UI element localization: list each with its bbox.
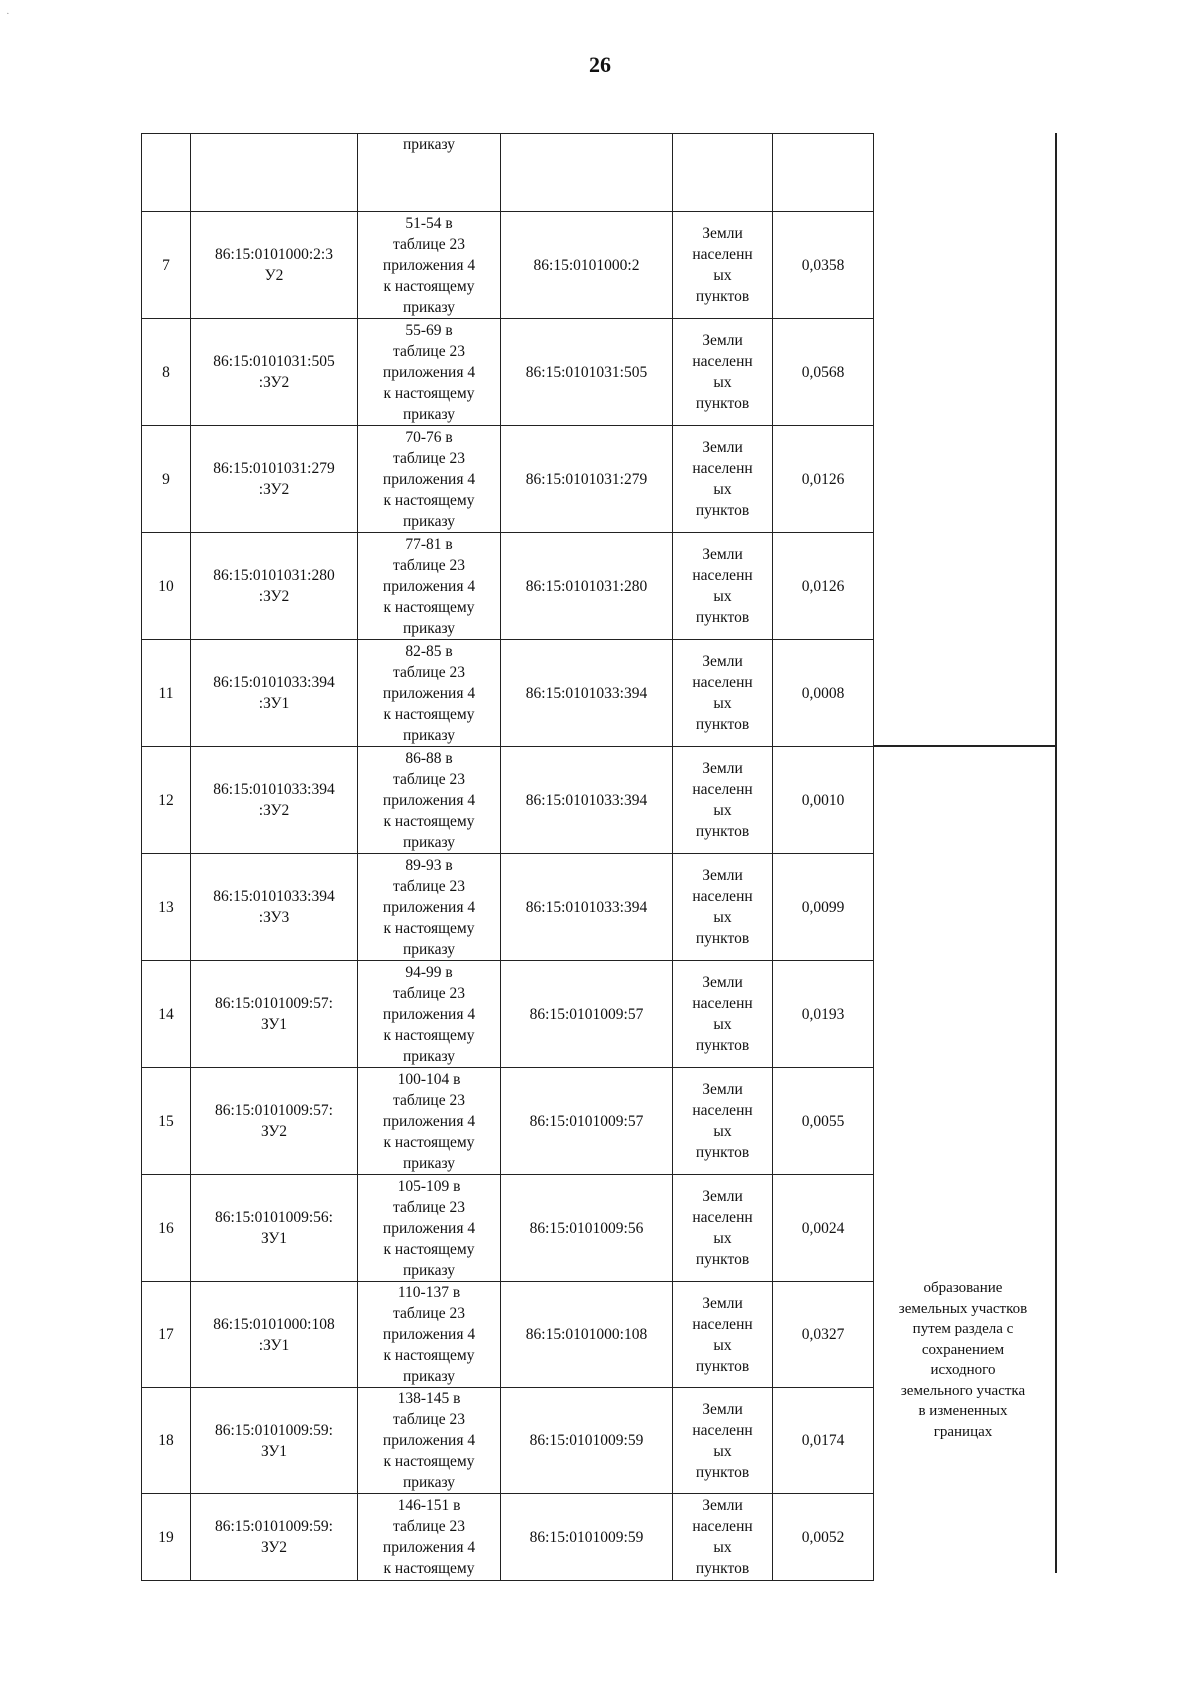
category-cell-line: населенн — [692, 888, 753, 905]
reference-cell-line: приложения 4 — [382, 1219, 476, 1237]
cadastral-new-cell-line: :ЗУ2 — [258, 588, 290, 605]
category-cell-line: ых — [713, 267, 732, 284]
row-number: 17 — [142, 1282, 191, 1388]
reference-cell-line: 138-145 в — [397, 1390, 461, 1407]
reference-cell-line: таблице 23 — [393, 1198, 465, 1216]
reference-cell-line: 86-88 в — [405, 749, 453, 767]
reference-cell-line: приказу — [402, 726, 456, 744]
cadastral-new-cell — [191, 747, 358, 854]
category-cell-line: ых — [713, 481, 732, 498]
category-cell-line: пунктов — [695, 609, 750, 626]
category-cell — [673, 1282, 773, 1388]
reference-cell-line: приложения 4 — [382, 577, 476, 595]
reference-cell-line: таблице 23 — [393, 556, 465, 574]
side-note-line: сохранением — [921, 1341, 1005, 1358]
reference-cell-line: к настоящему — [383, 919, 475, 937]
side-note-line: в измененных — [918, 1403, 1008, 1419]
cadastral-source-cell: 86:15:0101033:394 — [501, 747, 673, 854]
cadastral-new-cell-line: 86:15:0101009:59: — [215, 1421, 333, 1439]
area-cell: 0,0568 — [773, 319, 874, 426]
reference-cell-line: приказу — [402, 619, 456, 637]
cadastral-source-cell: 86:15:0101009:59 — [501, 1388, 673, 1494]
reference-cell — [358, 1282, 501, 1388]
table-row — [142, 1282, 874, 1388]
cadastral-source-cell: 86:15:0101009:57 — [501, 1068, 673, 1175]
row-divider-line — [873, 745, 1056, 747]
table-row — [142, 212, 874, 319]
category-cell-line: населенн — [692, 995, 753, 1012]
category-cell-line: пунктов — [695, 1037, 750, 1054]
reference-cell-line: приложения 4 — [382, 363, 476, 381]
reference-cell — [358, 533, 501, 640]
category-cell — [673, 426, 773, 533]
cadastral-source-cell: 86:15:0101000:108 — [501, 1282, 673, 1388]
reference-cell-line: к настоящему — [383, 1026, 475, 1044]
row-number: 12 — [142, 747, 191, 854]
reference-cell-line: приказу — [402, 1368, 456, 1385]
category-cell-line: ых — [713, 1123, 732, 1140]
reference-cell-line: приложения 4 — [382, 1539, 476, 1556]
category-cell-line: Земли — [702, 974, 743, 991]
cadastral-new-cell — [191, 1494, 358, 1581]
category-cell-line: ых — [713, 1016, 732, 1033]
cadastral-source-cell: 86:15:0101009:59 — [501, 1494, 673, 1581]
row-number: 16 — [142, 1175, 191, 1282]
side-note-line: земельного участка — [900, 1382, 1026, 1399]
cadastral-new-cell-line: 86:15:0101000:108 — [213, 1315, 335, 1333]
table-row — [142, 961, 874, 1068]
reference-cell-line: таблице 23 — [393, 342, 465, 360]
table-row — [142, 747, 874, 854]
cadastral-new-cell-line: 86:15:0101031:279 — [213, 460, 335, 477]
reference-cell-line: таблице 23 — [393, 1518, 465, 1535]
cadastral-new-cell — [191, 1068, 358, 1175]
reference-cell-line: приложения 4 — [382, 898, 476, 916]
category-cell-line: населенн — [692, 353, 753, 370]
cadastral-new-cell-line: 86:15:0101009:57: — [215, 1102, 333, 1119]
category-cell-line: ых — [713, 802, 732, 819]
category-cell-line: Земли — [702, 439, 743, 456]
area-cell: 0,0055 — [773, 1068, 874, 1175]
category-cell-line: населенн — [692, 781, 753, 798]
reference-cell-line: приказу — [402, 1047, 456, 1065]
reference-cell-line: таблице 23 — [393, 663, 465, 681]
row-number: 13 — [142, 854, 191, 961]
row-number: 9 — [142, 426, 191, 533]
reference-cell-line: таблице 23 — [393, 984, 465, 1002]
row-number: 18 — [142, 1388, 191, 1494]
area-cell: 0,0193 — [773, 961, 874, 1068]
cadastral-new-cell-line: :ЗУ2 — [258, 802, 290, 819]
reference-cell-line: к настоящему — [383, 705, 475, 723]
table-row — [142, 854, 874, 961]
category-cell-line: ых — [713, 1336, 732, 1354]
reference-cell-line: 110-137 в — [397, 1284, 461, 1301]
area-cell: 0,0010 — [773, 747, 874, 854]
category-cell-line: Земли — [702, 1497, 743, 1514]
side-note — [878, 1278, 1048, 1442]
category-cell-line: Земли — [702, 546, 743, 563]
reference-cell-line: к настоящему — [383, 1133, 475, 1151]
reference-cell — [358, 1388, 501, 1494]
reference-cell-line: приказу — [402, 512, 456, 530]
cadastral-new-cell-line: 86:15:0101033:394 — [213, 674, 335, 691]
cadastral-new-cell — [191, 134, 358, 212]
reference-cell — [358, 640, 501, 747]
reference-cell-line: к настоящему — [383, 277, 475, 295]
cadastral-new-cell-line: ЗУ1 — [260, 1016, 288, 1033]
category-cell-line: населенн — [692, 246, 753, 263]
reference-cell-line: приложения 4 — [382, 1432, 476, 1449]
category-cell-line: пунктов — [695, 1560, 750, 1577]
reference-cell — [358, 747, 501, 854]
cadastral-new-cell-line: У2 — [264, 267, 284, 284]
area-cell: 0,0358 — [773, 212, 874, 319]
category-cell — [673, 1494, 773, 1581]
land-plots-table — [141, 133, 874, 1581]
cadastral-new-cell — [191, 961, 358, 1068]
cadastral-new-cell-line: ЗУ1 — [260, 1230, 288, 1247]
reference-cell-line: приложения 4 — [382, 791, 476, 809]
category-cell-line: населенн — [692, 674, 753, 691]
area-cell: 0,0327 — [773, 1282, 874, 1388]
reference-cell-line: приказу — [402, 405, 456, 423]
category-cell-line: пунктов — [695, 716, 750, 733]
side-note-line: образование — [923, 1280, 1003, 1296]
table-row — [142, 533, 874, 640]
cadastral-new-cell — [191, 640, 358, 747]
category-cell — [673, 747, 773, 854]
right-border-line — [1055, 133, 1057, 1573]
row-number: 19 — [142, 1494, 191, 1581]
reference-cell — [358, 1068, 501, 1175]
category-cell-line: пунктов — [695, 1357, 750, 1375]
cadastral-new-cell-line: 86:15:0101033:394 — [213, 888, 335, 905]
cadastral-new-cell-line: ЗУ2 — [260, 1123, 288, 1140]
reference-cell-line: приказу — [402, 1474, 456, 1491]
row-number: 10 — [142, 533, 191, 640]
category-cell-line: ых — [713, 1442, 732, 1460]
category-cell-line: пунктов — [695, 930, 750, 947]
table-row-continued — [142, 134, 874, 212]
category-cell-line: населенн — [692, 1518, 753, 1535]
cadastral-new-cell-line: 86:15:0101031:505 — [213, 353, 335, 370]
reference-cell-line: таблице 23 — [393, 235, 465, 253]
category-cell — [673, 1068, 773, 1175]
category-cell-line: ых — [713, 374, 732, 391]
cadastral-new-cell-line: 86:15:0101031:280 — [213, 567, 335, 584]
cadastral-new-cell-line: 86:15:0101009:57: — [215, 995, 333, 1012]
reference-cell-line: таблице 23 — [393, 1305, 465, 1322]
reference-cell: приказу — [358, 134, 501, 212]
reference-cell-line: 89-93 в — [405, 856, 453, 874]
reference-cell-line: 82-85 в — [405, 642, 453, 660]
reference-cell-line: 55-69 в — [405, 321, 453, 339]
cadastral-new-cell — [191, 212, 358, 319]
row-number: 15 — [142, 1068, 191, 1175]
table-row — [142, 319, 874, 426]
category-cell-line: пунктов — [695, 395, 750, 412]
reference-cell-line: к настоящему — [383, 812, 475, 830]
reference-cell-line: таблице 23 — [393, 449, 465, 467]
reference-cell-line: к настоящему — [383, 384, 475, 402]
row-number: 8 — [142, 319, 191, 426]
reference-cell-line: к настоящему — [383, 1560, 475, 1577]
reference-cell-line: приложения 4 — [382, 256, 476, 274]
category-cell-line: ых — [713, 695, 732, 712]
table-row — [142, 1494, 874, 1581]
category-cell-line: ых — [713, 588, 732, 605]
reference-cell-line: таблице 23 — [393, 1091, 465, 1109]
category-cell — [673, 212, 773, 319]
side-note-line: исходного — [930, 1362, 996, 1378]
category-cell-line: Земли — [702, 1081, 743, 1098]
reference-cell — [358, 319, 501, 426]
reference-cell-line: приложения 4 — [382, 1005, 476, 1023]
cadastral-new-cell — [191, 319, 358, 426]
reference-cell-line: к настоящему — [383, 1453, 475, 1470]
cadastral-new-cell-line: :ЗУ2 — [258, 481, 290, 498]
reference-cell — [358, 212, 501, 319]
reference-cell — [358, 854, 501, 961]
reference-cell-line: приложения 4 — [382, 470, 476, 488]
side-note-line: земельных участков — [898, 1300, 1028, 1317]
category-cell-line: Земли — [702, 653, 743, 670]
category-cell — [673, 1388, 773, 1494]
reference-cell-line: к настоящему — [383, 1240, 475, 1258]
cadastral-source-cell: 86:15:0101033:394 — [501, 854, 673, 961]
cadastral-new-cell-line: ЗУ2 — [260, 1539, 288, 1556]
category-cell — [673, 961, 773, 1068]
reference-cell-line: приказу — [402, 940, 456, 958]
category-cell-line: населенн — [692, 567, 753, 584]
cadastral-source-cell: 86:15:0101009:57 — [501, 961, 673, 1068]
reference-cell-line: к настоящему — [383, 598, 475, 616]
category-cell — [673, 1175, 773, 1282]
reference-cell-line: приказу — [402, 1154, 456, 1172]
cadastral-source-cell: 86:15:0101009:56 — [501, 1175, 673, 1282]
reference-cell-line: таблице 23 — [393, 770, 465, 788]
reference-cell — [358, 961, 501, 1068]
cadastral-new-cell-line: :ЗУ1 — [258, 695, 290, 712]
area-cell: 0,0024 — [773, 1175, 874, 1282]
reference-cell-line: приказу — [402, 298, 456, 316]
category-cell-line: пунктов — [695, 502, 750, 519]
reference-cell-line: 51-54 в — [405, 214, 453, 232]
category-cell-line: пунктов — [695, 1144, 750, 1161]
category-cell — [673, 319, 773, 426]
cadastral-new-cell-line: 86:15:0101033:394 — [213, 781, 335, 798]
cadastral-new-cell-line: 86:15:0101000:2:3 — [215, 246, 333, 263]
page-number: 26 — [589, 52, 611, 77]
category-cell-line: Земли — [702, 332, 743, 349]
category-cell-line: населенн — [692, 460, 753, 477]
area-cell: 0,0174 — [773, 1388, 874, 1494]
reference-cell — [358, 1494, 501, 1581]
category-cell-line: ых — [713, 1230, 732, 1247]
area-cell: 0,0126 — [773, 426, 874, 533]
reference-cell-line: 146-151 в — [397, 1497, 461, 1514]
cadastral-new-cell — [191, 533, 358, 640]
cadastral-new-cell — [191, 1282, 358, 1388]
category-cell-line: населенн — [692, 1209, 753, 1226]
category-cell — [673, 533, 773, 640]
reference-cell-line: 105-109 в — [397, 1177, 461, 1195]
reference-cell-line: приказу — [402, 1261, 456, 1279]
category-cell-line: пунктов — [695, 1463, 750, 1481]
cadastral-new-cell-line: 86:15:0101009:56: — [215, 1209, 333, 1226]
reference-cell-line: 77-81 в — [405, 535, 453, 553]
category-cell-line: Земли — [702, 867, 743, 884]
category-cell-line: пунктов — [695, 288, 750, 305]
reference-cell-line: к настоящему — [383, 1347, 475, 1364]
num-cell — [142, 134, 191, 212]
category-cell — [673, 134, 773, 212]
area-cell: 0,0052 — [773, 1494, 874, 1581]
scan-artifact: · — [6, 8, 10, 20]
category-cell-line: населенн — [692, 1102, 753, 1119]
cadastral-source-cell: 86:15:0101031:279 — [501, 426, 673, 533]
area-cell: 0,0099 — [773, 854, 874, 961]
table-row — [142, 1068, 874, 1175]
reference-cell-line: таблице 23 — [393, 1411, 465, 1428]
row-number: 14 — [142, 961, 191, 1068]
cadastral-new-cell — [191, 426, 358, 533]
cadastral-source-cell: 86:15:0101031:505 — [501, 319, 673, 426]
table-row — [142, 426, 874, 533]
category-cell-line: Земли — [702, 225, 743, 242]
reference-cell-line: к настоящему — [383, 491, 475, 509]
reference-cell-line: таблице 23 — [393, 877, 465, 895]
category-cell — [673, 640, 773, 747]
cadastral-new-cell-line: :ЗУ3 — [258, 909, 290, 926]
reference-cell-line: приложения 4 — [382, 1326, 476, 1343]
cadastral-new-cell-line: :ЗУ1 — [258, 1336, 290, 1354]
reference-cell-line: 100-104 в — [397, 1070, 461, 1088]
reference-cell-line: приложения 4 — [382, 684, 476, 702]
area-cell: 0,0008 — [773, 640, 874, 747]
area-cell — [773, 134, 874, 212]
cadastral-source-cell: 86:15:0101031:280 — [501, 533, 673, 640]
cadastral-new-cell — [191, 1175, 358, 1282]
category-cell-line: Земли — [702, 760, 743, 777]
cadastral-new-cell-line: :ЗУ2 — [258, 374, 290, 391]
cadastral-source-cell: 86:15:0101000:2 — [501, 212, 673, 319]
category-cell-line: Земли — [702, 1188, 743, 1205]
row-number: 7 — [142, 212, 191, 319]
cadastral-new-cell — [191, 1388, 358, 1494]
table-row — [142, 1175, 874, 1282]
category-cell-line: Земли — [702, 1400, 743, 1418]
category-cell-line: Земли — [702, 1294, 743, 1312]
table-row — [142, 640, 874, 747]
category-cell-line: ых — [713, 909, 732, 926]
category-cell-line: ых — [713, 1539, 732, 1556]
area-cell: 0,0126 — [773, 533, 874, 640]
category-cell-line: населенн — [692, 1421, 753, 1439]
category-cell-line: пунктов — [695, 1251, 750, 1268]
reference-cell — [358, 426, 501, 533]
table-row — [142, 1388, 874, 1494]
cadastral-new-cell — [191, 854, 358, 961]
row-number: 11 — [142, 640, 191, 747]
side-note-line: путем раздела с — [912, 1321, 1014, 1337]
reference-cell-line: приказу — [402, 833, 456, 851]
reference-cell — [358, 1175, 501, 1282]
reference-cell-line: приложения 4 — [382, 1112, 476, 1130]
category-cell-line: пунктов — [695, 823, 750, 840]
category-cell-line: населенн — [692, 1315, 753, 1333]
side-note-line: границах — [933, 1423, 993, 1440]
reference-cell-line: 70-76 в — [405, 428, 453, 446]
category-cell — [673, 854, 773, 961]
cadastral-new-cell-line: ЗУ1 — [260, 1442, 288, 1460]
cadastral-source-cell: 86:15:0101033:394 — [501, 640, 673, 747]
cadastral-source-cell — [501, 134, 673, 212]
cadastral-new-cell-line: 86:15:0101009:59: — [215, 1518, 333, 1535]
reference-cell-line: 94-99 в — [405, 963, 453, 981]
